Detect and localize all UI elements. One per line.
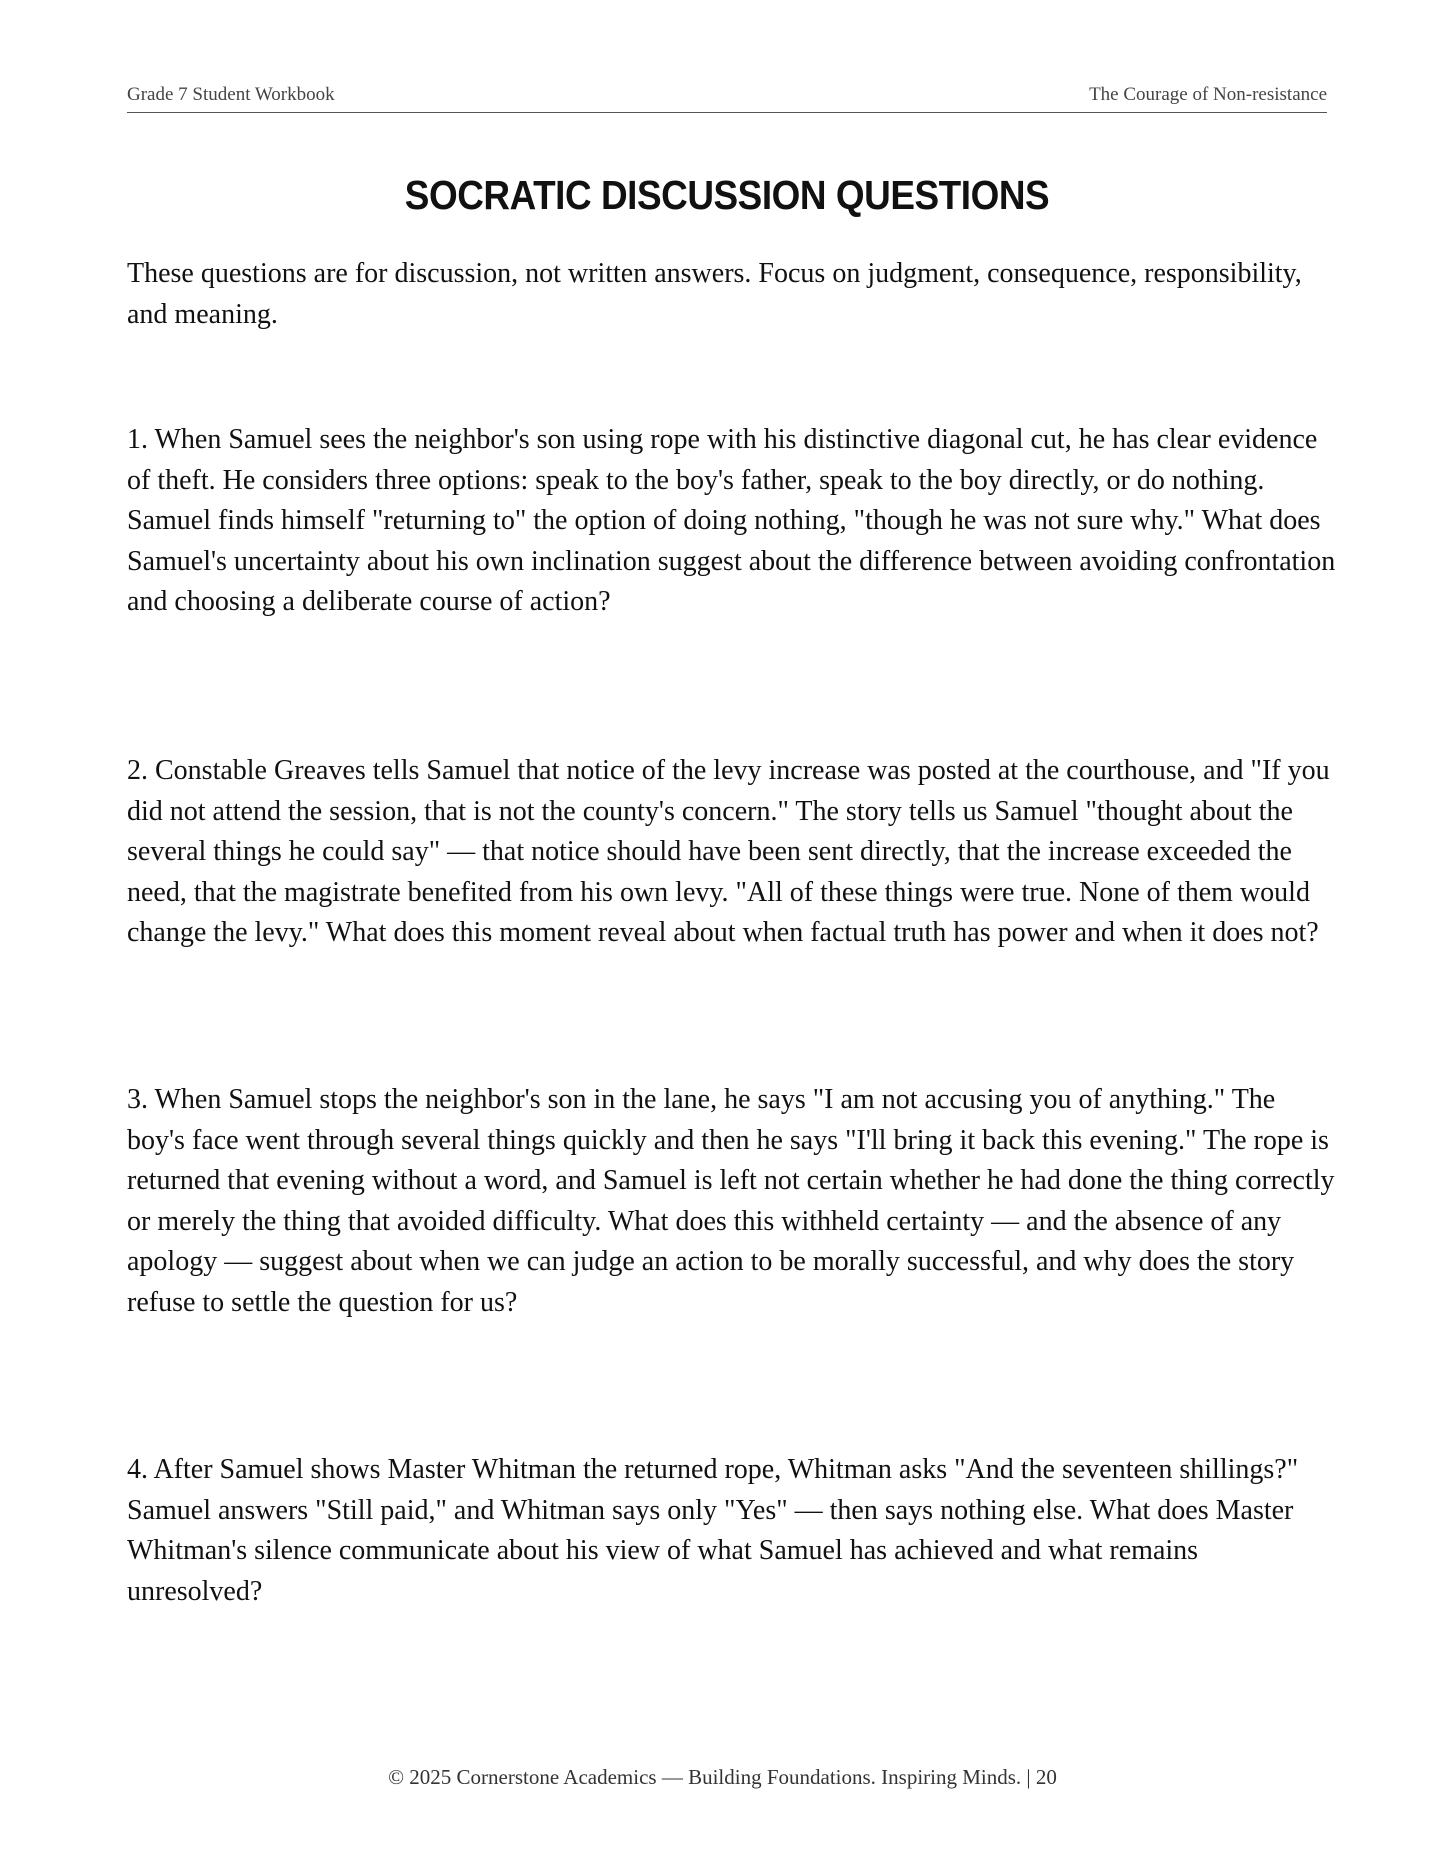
discussion-question-2: 2. Constable Greaves tells Samuel that notice of the levy increase was posted at the courthouse, and "If you did not attend the session, that is not the county's concern." The story tells us Samuel "thought about the several things he could say" — that notice should have been sent directly, that the increase exceeded the need, that the magistrate benefited from his own levy. "All of these things were true. None of them would change the levy." What does this moment reveal about when factual truth has power and when it does not? — [127, 755, 1330, 948]
page-header — [127, 84, 1327, 113]
intro-paragraph: These questions are for discussion, not written answers. Focus on judgment, consequence, responsibility, and meaning. — [127, 258, 1302, 330]
discussion-question-1: 1. When Samuel sees the neighbor's son using rope with his distinctive diagonal cut, he has clear evidence of theft. He considers three options: speak to the boy's father, speak to the boy directly, or do nothing. Samuel finds himself "returning to" the option of doing nothing, "though he was not sure why." What does Samuel's uncertainty about his own inclination suggest about the difference between avoiding confrontation and choosing a deliberate course of action? — [127, 424, 1336, 617]
discussion-question-4: 4. After Samuel shows Master Whitman the returned rope, Whitman asks "And the seventeen shillings?" Samuel answers "Still paid," and Whitman says only "Yes" — then says nothing else. What does Master Whitman's silence communicate about his view of what Samuel has achieved and what remains unresolved? — [127, 1454, 1299, 1607]
page-title: SOCRATIC DISCUSSION QUESTIONS — [404, 172, 1050, 218]
header-story-title: The Courage of Non-resistance — [1089, 84, 1327, 105]
header-workbook-title: Grade 7 Student Workbook — [127, 84, 335, 105]
discussion-question-3: 3. When Samuel stops the neighbor's son in the lane, he says "I am not accusing you of anything." The boy's face went through several things quickly and then he says "I'll bring it back this evening." The rope is returned that evening without a word, and Samuel is left not certain whether he had done the thing correctly or merely the thing that avoided difficulty. What does this withheld certainty — and the absence of any apology — suggest about when we can judge an action to be morally successful, and why does the story refuse to settle the question for us? — [127, 1084, 1335, 1318]
page-footer: © 2025 Cornerstone Academics — Building Foundations. Inspiring Minds. | 20 — [388, 1765, 1057, 1789]
